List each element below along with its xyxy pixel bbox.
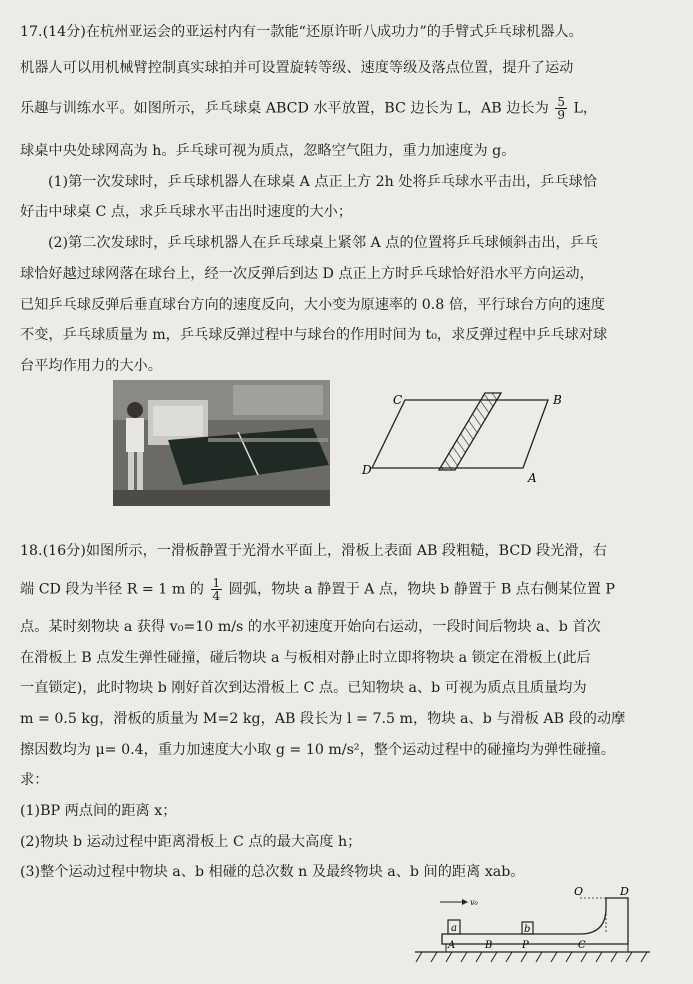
- q18-line-4: 在滑板上 B 点发生弹性碰撞，碰后物块 a 与板相对静止时立即将物块 a 锁定在滑板上(此后: [20, 650, 591, 666]
- board-base: [446, 944, 628, 952]
- ground-hatch: [416, 952, 647, 962]
- q17-frac-num: 5: [557, 96, 565, 109]
- q17-line-7: (2)第二次发球时，乒乓球机器人在乒乓球桌上紧邻 A 点的位置将乒乓球倾斜击出，乒乓: [48, 235, 599, 251]
- q18-line-3: 点。某时刻物块 a 获得 v₀=10 m/s 的水平初速度开始向右运动，一段时间后物块 a、b 首次: [20, 619, 601, 635]
- label-O: O: [574, 885, 584, 898]
- label-A: A: [528, 471, 537, 485]
- q18-line-11: (3)整个运动过程中物块 a、b 相碰的总次数 n 及最终物块 a、b 间的距离 xab。: [20, 864, 525, 880]
- q18-line-7: 擦因数均为 μ= 0.4，重力加速度大小取 g = 10 m/s²，整个运动过程中的碰撞均为弹性碰撞。: [20, 742, 615, 758]
- q17-line-3-tail: L，: [573, 100, 598, 117]
- net-shape: [439, 393, 501, 470]
- q17-line-11: 台平均作用力的大小。: [20, 358, 162, 374]
- q17-line-9: 已知乒乓球反弹后垂直球台方向的速度反向，大小变为原速率的 0.8 倍，平行球台方向的速度: [20, 297, 605, 313]
- block-b-label: b: [524, 924, 531, 935]
- q18-line-5: 一直锁定)，此时物块 b 刚好首次到达滑板上 C 点。已知物块 a、b 可视为质点且质量均为: [20, 680, 587, 696]
- q18-line-1: 18.(16分)如图所示，一滑板静置于光滑水平面上，滑板上表面 AB 段粗糙，BCD 段光滑，右: [20, 543, 607, 559]
- q17-line-5: (1)第一次发球时，乒乓球机器人在球桌 A 点正上方 2h 处将乒乓球水平击出，乒乓球恰: [48, 174, 597, 190]
- q17-line-10: 不变，乒乓球质量为 m，乒乓球反弹过程中与球台的作用时间为 t₀，求反弹过程中乒乓球对球: [20, 327, 608, 343]
- q17-fraction: [555, 96, 567, 121]
- v0-label: v₀: [470, 898, 478, 907]
- q18-line-2: [20, 577, 680, 602]
- label-C: C: [578, 940, 586, 951]
- q18-fraction: [211, 577, 223, 602]
- q18-line-2-text: 端 CD 段为半径 R = 1 m 的: [20, 581, 204, 598]
- label-D: D: [362, 463, 372, 477]
- q18-line-9: (1)BP 两点间的距离 x；: [20, 803, 177, 819]
- label-B: B: [553, 393, 562, 407]
- q17-line-3-text: 乐趣与训练水平。如图所示，乒乓球桌 ABCD 水平放置，BC 边长为 L，AB 边长为: [20, 100, 549, 117]
- q17-line-1: 17.(14分)在杭州亚运会的亚运村内有一款能“还原许昕八成功力”的手臂式乒乓球机器人。: [20, 24, 583, 40]
- q17-frac-den: 9: [557, 108, 565, 121]
- v0-arrowhead: [462, 899, 468, 905]
- q18-slider-diagram: [410, 882, 660, 972]
- q18-frac-den: 4: [212, 589, 221, 602]
- q17-line-6: 好击中球桌 C 点，求乒乓球水平击出时速度的大小；: [20, 204, 353, 220]
- label-D: D: [620, 885, 629, 898]
- q18-line-10: (2)物块 b 运动过程中距离滑板上 C 点的最大高度 h；: [20, 834, 362, 850]
- q17-line-3: [20, 96, 680, 121]
- q17-line-2: 机器人可以用机械臂控制真实球拍并可设置旋转等级、速度等级及落点位置，提升了运动: [20, 60, 574, 76]
- label-A: A: [448, 940, 456, 951]
- label-B: B: [485, 940, 493, 951]
- q17-line-4: 球桌中央处球网高为 h。乒乓球可视为质点，忽略空气阻力，重力加速度为 g。: [20, 143, 516, 159]
- q18-line-2-tail: 圆弧，物块 a 静置于 A 点，物块 b 静置于 B 点右侧某位置 P: [228, 581, 615, 598]
- q18-line-6: m = 0.5 kg，滑板的质量为 M=2 kg，AB 段长为 l = 7.5 m，物块 a、b 与滑板 AB 段的动摩: [20, 711, 626, 727]
- label-C: C: [393, 393, 403, 407]
- robot-photo: [113, 380, 330, 506]
- q17-line-8: 球恰好越过球网落在球台上，经一次反弹后到达 D 点正上方时乒乓球恰好沿水平方向运动，: [20, 266, 594, 282]
- label-P: P: [522, 940, 529, 951]
- robot-photo-drawing: [113, 380, 330, 506]
- q17-table-diagram: [360, 388, 590, 488]
- q18-frac-num: 1: [212, 577, 221, 590]
- block-a-label: a: [451, 923, 457, 934]
- q18-line-8: 求：: [20, 772, 49, 788]
